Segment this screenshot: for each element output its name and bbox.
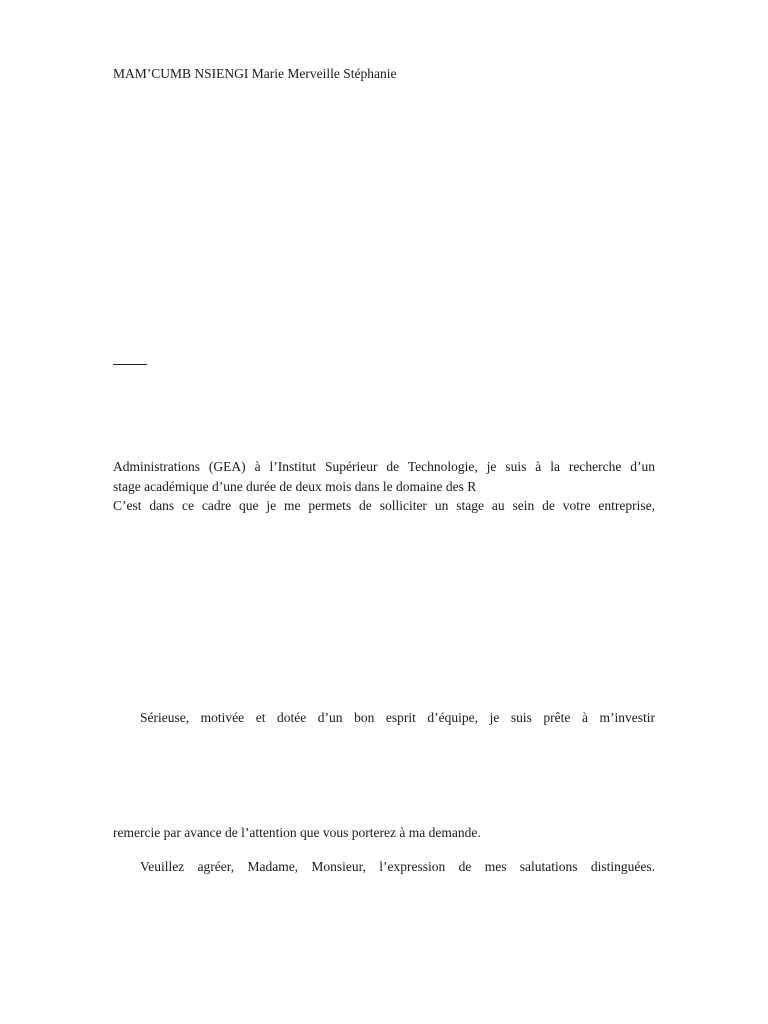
short-underline-divider	[113, 364, 147, 365]
paragraph-3-line-1: remercie par avance de l’attention que vous porterez à ma demande.	[113, 825, 481, 840]
paragraph-2-line-1: Sérieuse, motivée et dotée d’un bon esprit d’équipe, je suis prête à m’investir	[140, 710, 655, 725]
closing-line: Veuillez agréer, Madame, Monsieur, l’expression de mes salutations distinguées.	[140, 859, 655, 874]
sender-name: MAM’CUMB NSIENGI Marie Merveille Stéphanie	[113, 66, 397, 81]
paragraph-1-line-1: Administrations (GEA) à l’Institut Supérieur de Technologie, je suis à la recherche d’un	[113, 459, 655, 474]
paragraph-1-line-2: stage académique d’une durée de deux mois dans le domaine des R	[113, 479, 477, 494]
paragraph-1-line-3: C’est dans ce cadre que je me permets de solliciter un stage au sein de votre entreprise,	[113, 498, 655, 513]
